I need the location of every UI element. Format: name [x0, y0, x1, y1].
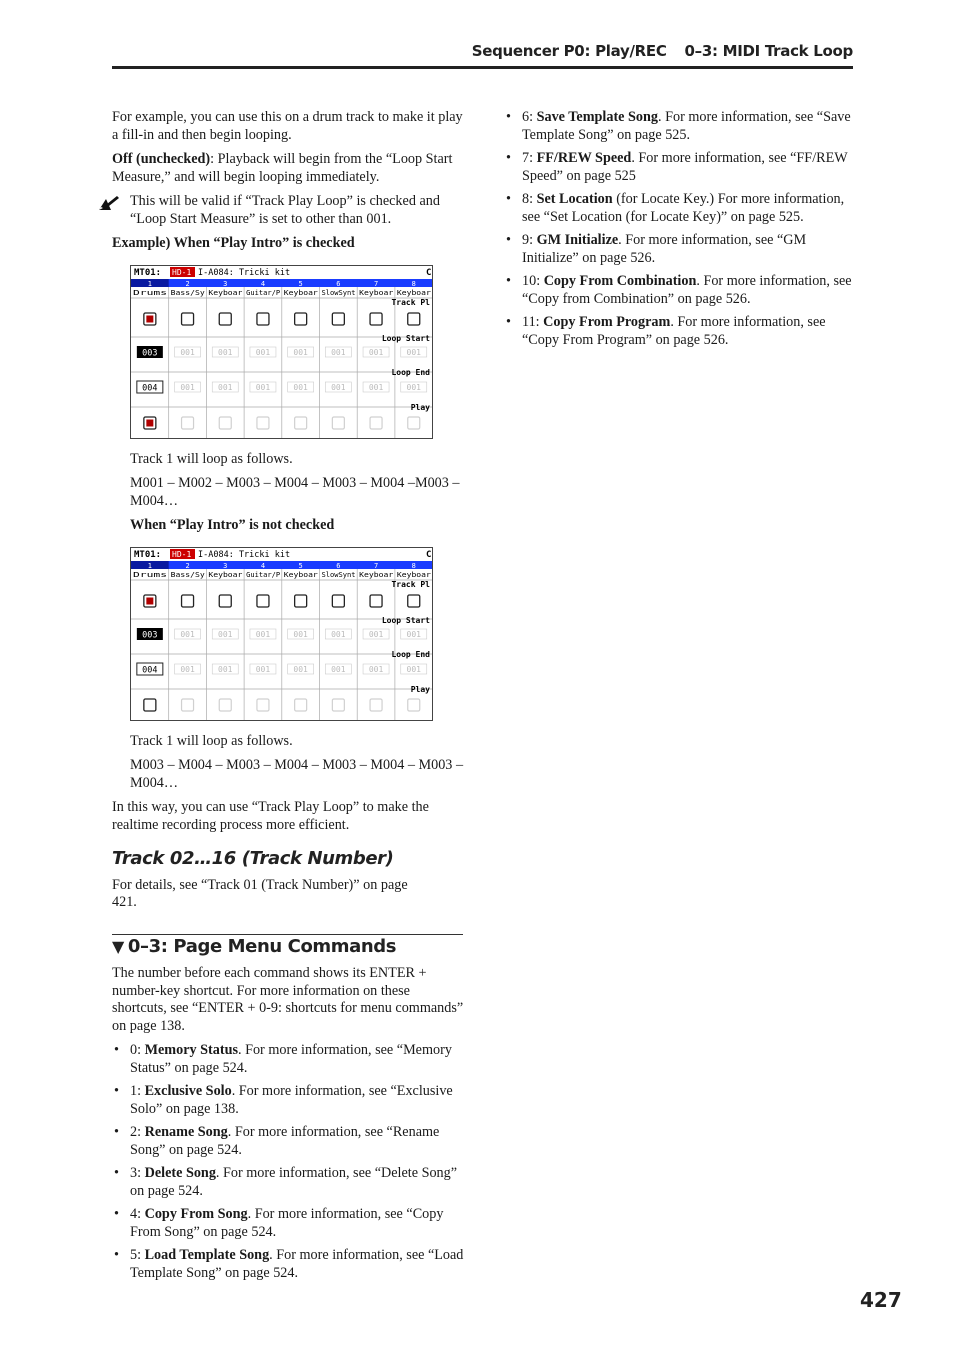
- command-name: Copy From Song: [144, 1206, 248, 1222]
- lcd-loop-start-value: 003: [142, 348, 158, 358]
- lcd-track-number: 1: [147, 561, 152, 570]
- command-name: Save Template Song: [536, 109, 658, 125]
- lcd-track-name: Keyboar: [208, 570, 243, 579]
- lcd-play-intro-checkbox-disabled: [182, 699, 194, 711]
- menu-command-item: • 0: Memory Status. For more information, see “Memory Status” on page 524.: [112, 1042, 464, 1077]
- command-shortcut: 2: [130, 1124, 138, 1140]
- lcd-loop-start-value: 001: [406, 347, 421, 357]
- menu-heading-rule: [112, 934, 463, 956]
- not-checked-heading-text: When “Play Intro” is not checked: [130, 517, 335, 533]
- command-name: GM Initialize: [536, 232, 619, 248]
- lcd-track-bar: [131, 279, 432, 287]
- command-shortcut: 8: [522, 191, 530, 207]
- command-description: . For more information, see “Copy From Program” on page 526.: [522, 314, 826, 348]
- lcd-track-name: SlowSynt: [321, 288, 356, 297]
- lcd-track-number: 1: [147, 279, 152, 288]
- pen-note-icon: [98, 195, 120, 211]
- menu-command-item: • 2: Rename Song. For more information, see “Rename Song” on page 524.: [112, 1124, 464, 1159]
- track-number-text: For details, see “Track 01 (Track Number)” on page 421.: [112, 876, 408, 910]
- lcd-track-number: 4: [260, 561, 266, 570]
- lcd-track-number: 4: [260, 279, 266, 288]
- lcd-play-intro-checkbox-disabled: [408, 417, 420, 429]
- lcd-track-name: Bass/Sy: [170, 570, 205, 579]
- menu-command-item: • 8: Set Location (for Locate Key.) For more information, see “Set Location (for Locate Key)” on page 525.: [504, 191, 854, 226]
- lcd-loop-start-value: 001: [218, 629, 233, 639]
- lcd-track-name: Guitar/P: [246, 570, 281, 579]
- lcd-play-intro-checkbox-disabled: [257, 699, 269, 711]
- lcd-checkbox: [257, 595, 269, 607]
- menu-command-item: • 7: FF/REW Speed. For more information, see “FF/REW Speed” on page 525: [504, 150, 854, 185]
- right-column: [504, 109, 854, 355]
- lcd-loop-start-value: 001: [255, 347, 271, 357]
- command-name: Rename Song: [144, 1124, 228, 1140]
- lcd-track-number: 7: [373, 279, 379, 288]
- command-description: . For more information, see “GM Initialize” on page 526.: [522, 232, 807, 266]
- loop1-caption: Track 1 will loop as follows.: [130, 450, 293, 467]
- lcd-track-name: Guitar/P: [246, 288, 281, 297]
- menu-command-item: • 3: Delete Song. For more information, see “Delete Song” on page 524.: [112, 1165, 464, 1200]
- lcd-track-name: Keyboar: [283, 288, 318, 297]
- command-name: Load Template Song: [144, 1247, 270, 1263]
- page-number: 427: [860, 1288, 902, 1312]
- page-header: [112, 42, 853, 69]
- command-description: . For more information, see “Copy from Combination” on page 526.: [522, 273, 852, 307]
- lcd-track-name: Drums: [133, 570, 167, 579]
- menu-command-item: • 4: Copy From Song. For more information, see “Copy From Song” on page 524.: [112, 1206, 464, 1241]
- command-name: Copy From Program: [543, 314, 671, 330]
- lcd-title-right: C: [426, 549, 432, 560]
- command-description: . For more information, see “Load Template Song” on page 524.: [130, 1247, 464, 1281]
- lcd-title-device: HD-1: [172, 549, 192, 559]
- lcd-loop-end-value: 001: [406, 664, 421, 674]
- menu-heading: [112, 935, 463, 957]
- lcd-section-label: Loop End: [391, 649, 430, 659]
- lcd-checkbox-mark: [146, 315, 153, 322]
- command-shortcut: 7: [522, 150, 530, 166]
- command-name: Exclusive Solo: [144, 1083, 232, 1099]
- command-name: Copy From Combination: [543, 273, 697, 289]
- header-subsection: 0–3: MIDI Track Loop: [684, 42, 853, 60]
- lcd-play-intro-checkbox: [144, 699, 156, 711]
- lcd-checkbox-mark: [146, 419, 153, 426]
- track-number-heading: Track 02…16 (Track Number): [112, 848, 394, 869]
- lcd-title-program: I-A084: Tricki kit: [198, 549, 291, 560]
- command-list-right: [504, 109, 854, 349]
- lcd-screen-play-intro-unchecked: [130, 547, 433, 721]
- lcd-loop-start-value: 001: [255, 629, 271, 639]
- command-description: (for Locate Key.) For more information, see “Set Location (for Locate Key)” on page 525.: [522, 191, 845, 225]
- menu-command-item: • 10: Copy From Combination. For more information, see “Copy from Combination” on page 526.: [504, 273, 854, 308]
- lcd-track-bar: [131, 561, 432, 569]
- menu-intro: The number before each command shows its ENTER + number-key shortcut. For more information on these shortcuts, see “ENTER + 0-9: shortcuts for menu commands” on page 138.: [112, 965, 464, 1034]
- lcd-checkbox: [408, 313, 420, 325]
- lcd-loop-end-value: 001: [406, 382, 421, 392]
- lcd-checkbox: [257, 313, 269, 325]
- command-description: . For more information, see “Copy From Song” on page 524.: [130, 1206, 444, 1240]
- command-description: . For more information, see “Memory Status” on page 524.: [130, 1042, 452, 1076]
- lcd-track-name: Keyboar: [283, 570, 318, 579]
- lcd-loop-start-value: 001: [331, 347, 346, 357]
- lcd-title-right: C: [426, 267, 432, 278]
- lcd-checkbox: [219, 595, 231, 607]
- menu-command-item: • 1: Exclusive Solo. For more information, see “Exclusive Solo” on page 138.: [112, 1083, 464, 1118]
- lcd-section-label: Play: [410, 684, 430, 694]
- lcd-svg: [130, 547, 433, 721]
- note-text: This will be valid if “Track Play Loop” is checked and “Loop Start Measure” is set to other than 001.: [130, 193, 440, 227]
- command-shortcut: 1: [130, 1083, 138, 1099]
- triangle-down-icon: ▼: [112, 936, 124, 956]
- lcd-section-label: Play: [410, 402, 430, 412]
- lcd-loop-end-value: 001: [255, 382, 271, 392]
- menu-command-item: • 5: Load Template Song. For more information, see “Load Template Song” on page 524.: [112, 1247, 464, 1282]
- note: [112, 193, 464, 228]
- lcd-track-name: Bass/Sy: [170, 288, 205, 297]
- command-description: . For more information, see “Rename Song” on page 524.: [130, 1124, 440, 1158]
- command-description: . For more information, see “Exclusive Solo” on page 138.: [130, 1083, 453, 1117]
- command-name: Set Location: [536, 191, 613, 207]
- command-shortcut: 0: [130, 1042, 138, 1058]
- lcd-play-intro-checkbox-disabled: [295, 699, 307, 711]
- off-label: Off (unchecked): [112, 151, 211, 167]
- lcd-checkbox: [332, 595, 344, 607]
- command-shortcut: 10: [522, 273, 537, 289]
- lcd-loop-start-value: 001: [368, 347, 384, 357]
- command-description: . For more information, see “Save Template Song” on page 525.: [522, 109, 851, 143]
- lcd-section-label: Loop End: [391, 367, 430, 377]
- not-checked-heading: [130, 517, 464, 535]
- lcd-track-number: 8: [411, 561, 416, 570]
- command-description: . For more information, see “Delete Song” on page 524.: [130, 1165, 458, 1199]
- lcd-play-intro-checkbox-disabled: [219, 417, 231, 429]
- header-text: [472, 42, 853, 60]
- lcd-section-label: Track Pl: [391, 297, 430, 307]
- off-text: : Playback will begin from the “Loop Start Measure,” and will begin looping immediately.: [112, 151, 453, 185]
- lcd-loop-start-value: 003: [142, 630, 158, 640]
- summary-paragraph: In this way, you can use “Track Play Loop” to make the realtime recording process more efficient.: [112, 799, 429, 833]
- lcd-track-name: Keyboar: [359, 570, 394, 579]
- lcd-track-number: 3: [223, 279, 228, 288]
- lcd-loop-start-value: 001: [406, 629, 421, 639]
- lcd-loop-end-value: 001: [180, 664, 195, 674]
- command-name: Memory Status: [144, 1042, 238, 1058]
- lcd-track-number: 7: [373, 561, 379, 570]
- lcd-checkbox: [219, 313, 231, 325]
- lcd-track-number: 3: [223, 561, 228, 570]
- off-paragraph: [112, 151, 464, 186]
- lcd-checkbox: [408, 595, 420, 607]
- menu-command-item: • 11: Copy From Program. For more information, see “Copy From Program” on page 526.: [504, 314, 854, 349]
- example-heading-text: Example) When “Play Intro” is checked: [112, 235, 355, 251]
- lcd-loop-start-value: 001: [218, 347, 233, 357]
- lcd-loop-start-value: 001: [180, 347, 195, 357]
- lcd-play-intro-checkbox-disabled: [332, 417, 344, 429]
- lcd-loop-end-value: 001: [255, 664, 271, 674]
- command-name: Delete Song: [144, 1165, 216, 1181]
- lcd-checkbox: [182, 313, 194, 325]
- command-shortcut: 6: [522, 109, 530, 125]
- lcd-checkbox: [182, 595, 194, 607]
- loop2-sequence: M003 – M004 – M003 – M004 – M003 – M004 – M003 – M004…: [130, 757, 464, 791]
- lcd-checkbox-mark: [146, 597, 153, 604]
- command-shortcut: 5: [130, 1247, 138, 1263]
- intro-paragraph: For example, you can use this on a drum track to make it play a fill-in and then begin looping.: [112, 109, 463, 143]
- loop2-caption: Track 1 will loop as follows.: [130, 732, 293, 749]
- lcd-title-track: MT01:: [134, 267, 162, 278]
- lcd-checkbox: [370, 595, 382, 607]
- lcd-track-number: 6: [336, 561, 341, 570]
- lcd-track-number: 2: [185, 561, 190, 570]
- header-section: Sequencer P0: Play/REC: [471, 42, 667, 60]
- lcd-checkbox: [295, 313, 307, 325]
- command-name: FF/REW Speed: [536, 150, 632, 166]
- lcd-track-number: 6: [336, 279, 341, 288]
- lcd-checkbox: [332, 313, 344, 325]
- lcd-play-intro-checkbox-disabled: [408, 699, 420, 711]
- lcd-loop-end-value: 001: [368, 664, 384, 674]
- lcd-svg: [130, 265, 433, 439]
- lcd-loop-end-value: 001: [293, 664, 308, 674]
- command-shortcut: 9: [522, 232, 530, 248]
- lcd-loop-start-value: 001: [293, 629, 308, 639]
- lcd-checkbox: [370, 313, 382, 325]
- lcd-loop-start-value: 001: [331, 629, 346, 639]
- left-column: [112, 109, 464, 1288]
- menu-command-item: • 6: Save Template Song. For more information, see “Save Template Song” on page 525.: [504, 109, 854, 144]
- lcd-loop-end-value: 001: [293, 382, 308, 392]
- lcd-track-name: Drums: [133, 288, 167, 297]
- lcd-loop-end-value: 001: [331, 664, 346, 674]
- lcd-play-intro-checkbox-disabled: [295, 417, 307, 429]
- lcd-title-track: MT01:: [134, 549, 162, 560]
- lcd-title-device: HD-1: [172, 267, 192, 277]
- lcd-title-program: I-A084: Tricki kit: [198, 267, 291, 278]
- command-shortcut: 3: [130, 1165, 138, 1181]
- lcd-loop-end-value: 001: [368, 382, 384, 392]
- lcd-track-name: Keyboar: [396, 288, 431, 297]
- lcd-track-name: Keyboar: [396, 570, 431, 579]
- loop1-sequence: M001 – M002 – M003 – M004 – M003 – M004 –M003 – M004…: [130, 475, 460, 509]
- command-shortcut: 11: [522, 314, 536, 330]
- lcd-loop-end-value: 001: [180, 382, 195, 392]
- lcd-play-intro-checkbox-disabled: [370, 417, 382, 429]
- lcd-track-name: Keyboar: [208, 288, 243, 297]
- command-description: . For more information, see “FF/REW Speed” on page 525: [522, 150, 848, 184]
- lcd-play-intro-checkbox-disabled: [370, 699, 382, 711]
- lcd-checkbox: [295, 595, 307, 607]
- lcd-loop-end-value: 001: [331, 382, 346, 392]
- lcd-track-number: 2: [185, 279, 190, 288]
- lcd-track-number: 8: [411, 279, 416, 288]
- menu-heading-text: 0–3: Page Menu Commands: [127, 935, 397, 957]
- lcd-screen-play-intro-checked: [130, 265, 433, 439]
- lcd-loop-end-value: 004: [142, 383, 158, 393]
- lcd-play-intro-checkbox-disabled: [182, 417, 194, 429]
- lcd-play-intro-checkbox-disabled: [332, 699, 344, 711]
- lcd-loop-end-value: 001: [218, 664, 233, 674]
- lcd-section-label: Loop Start: [381, 333, 430, 343]
- lcd-play-intro-checkbox-disabled: [219, 699, 231, 711]
- example-heading: [112, 235, 464, 253]
- lcd-loop-end-value: 001: [218, 382, 233, 392]
- lcd-track-number: 5: [298, 561, 303, 570]
- lcd-section-label: Loop Start: [381, 615, 430, 625]
- menu-command-item: • 9: GM Initialize. For more information, see “GM Initialize” on page 526.: [504, 232, 854, 267]
- lcd-section-label: Track Pl: [391, 579, 430, 589]
- lcd-loop-start-value: 001: [293, 347, 308, 357]
- lcd-loop-start-value: 001: [180, 629, 195, 639]
- lcd-loop-end-value: 004: [142, 665, 158, 675]
- lcd-play-intro-checkbox-disabled: [257, 417, 269, 429]
- lcd-track-number: 5: [298, 279, 303, 288]
- lcd-track-name: Keyboar: [359, 288, 394, 297]
- lcd-track-name: SlowSynt: [321, 570, 356, 579]
- command-shortcut: 4: [130, 1206, 138, 1222]
- command-list-left: [112, 1042, 464, 1282]
- lcd-loop-start-value: 001: [368, 629, 384, 639]
